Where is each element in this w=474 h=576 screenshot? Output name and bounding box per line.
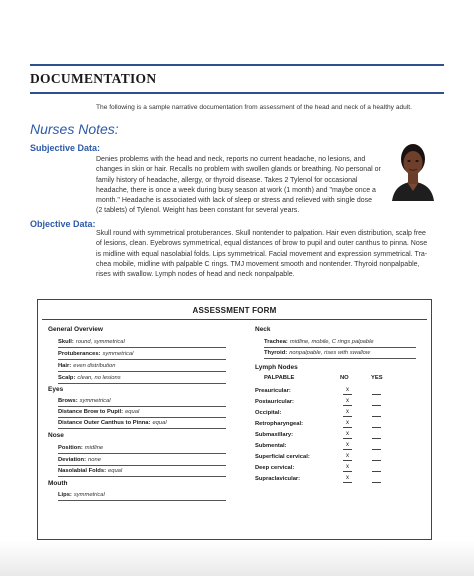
yes-checkbox[interactable] — [372, 452, 381, 461]
nose-heading: Nose — [48, 432, 64, 439]
eyes-heading: Eyes — [48, 386, 64, 393]
subjective-line: month." Headache is associated with lack of sleep or stress and relieved with single dose — [96, 197, 373, 205]
yes-checkbox[interactable] — [372, 430, 381, 439]
no-checkbox[interactable]: x — [343, 474, 352, 483]
row-label: Protuberances: — [58, 351, 101, 357]
row-value: equal — [125, 409, 140, 415]
form-row-nasolabial-folds[interactable] — [58, 466, 226, 477]
row-label: Skull: — [58, 339, 74, 345]
subjective-heading: Subjective Data: — [30, 143, 101, 153]
row-value: equal — [108, 468, 123, 474]
row-value: midline, mobile, C rings palpable — [289, 339, 374, 345]
row-value: even distribution — [73, 363, 116, 369]
lymph-label: Retropharyngeal: — [255, 421, 303, 427]
lymph-row-deep-cervical — [255, 463, 415, 473]
palpable-column-header: PALPABLE — [264, 375, 295, 381]
nurses-notes-heading: Nurses Notes: — [30, 121, 119, 137]
document-title: DOCUMENTATION — [30, 71, 157, 86]
no-checkbox[interactable]: x — [343, 397, 352, 406]
subjective-line: headache, there is once a week during busy season at work (1 month) and "maybe once a — [96, 186, 376, 194]
row-label: Position: — [58, 445, 83, 451]
neck-heading: Neck — [255, 326, 271, 333]
yes-checkbox[interactable] — [372, 386, 381, 395]
row-value: midline — [84, 445, 104, 451]
row-label: Deviation: — [58, 457, 87, 463]
page-bottom-shadow — [0, 541, 474, 576]
yes-checkbox[interactable] — [372, 419, 381, 428]
row-value: symmetrical — [73, 492, 105, 498]
lymph-label: Superficial cervical: — [255, 454, 310, 460]
no-checkbox[interactable]: x — [343, 463, 352, 472]
row-value: none — [88, 457, 101, 463]
yes-checkbox[interactable] — [372, 474, 381, 483]
yes-column-header: YES — [371, 375, 383, 381]
lymph-row-postauricular — [255, 397, 415, 407]
row-label: Brows: — [58, 398, 78, 404]
lymph-nodes-heading: Lymph Nodes — [255, 364, 298, 371]
subjective-line: (2 tablets) of Tylenol. Weight has been constant for several years. — [96, 207, 300, 215]
row-value: symmetrical — [79, 398, 111, 404]
objective-line: chea mobile, midline with palpable C rings. TMJ movement smooth and nontender. Thyroid nonpalpable, — [96, 260, 420, 268]
objective-line: rises with swallow. Lymph nodes of head and neck nonpalpable. — [96, 271, 295, 279]
lymph-row-submental — [255, 441, 415, 451]
row-label: Nasolabial Folds: — [58, 468, 106, 474]
objective-line: of lesions, clean. Eyebrows symmetrical, equal distances of brow to pupil and outer canthus to pinna. Nose — [96, 240, 428, 248]
no-checkbox[interactable]: x — [343, 441, 352, 450]
assessment-form-title: ASSESSMENT FORM — [192, 306, 277, 315]
lymph-label: Submaxillary: — [255, 432, 294, 438]
lymph-row-occipital — [255, 408, 415, 418]
lymph-row-retropharyngeal — [255, 419, 415, 429]
row-label: Distance Brow to Pupil: — [58, 409, 124, 415]
subjective-line: Denies problems with the head and neck, reports no current headache, no lesions, and — [96, 156, 366, 163]
lymph-row-submaxillary — [255, 430, 415, 440]
row-value: round, symmetrical — [75, 339, 125, 345]
intro-text: The following is a sample narrative documentation from assessment of the head and neck of a healthy adult. — [96, 104, 412, 111]
lymph-row-superficial-cervical — [255, 452, 415, 462]
no-column-header: NO — [340, 375, 349, 381]
general-overview-heading: General Overview — [48, 326, 103, 333]
lymph-label: Deep cervical: — [255, 465, 295, 471]
form-row-position[interactable] — [58, 443, 226, 454]
lymph-row-preauricular — [255, 386, 415, 396]
nurse-portrait-photo — [388, 133, 438, 201]
assessment-form — [37, 299, 432, 540]
row-value: symmetrical — [102, 351, 134, 357]
form-row-scalp[interactable] — [58, 373, 226, 384]
row-label: Trachea: — [264, 339, 288, 345]
form-row-protuberances[interactable] — [58, 349, 226, 360]
lymph-label: Occipital: — [255, 410, 282, 416]
lymph-label: Supraclavicular: — [255, 476, 301, 482]
yes-checkbox[interactable] — [372, 408, 381, 417]
row-label: Thyroid: — [264, 350, 288, 356]
no-checkbox[interactable]: x — [343, 430, 352, 439]
yes-checkbox[interactable] — [372, 397, 381, 406]
top-rule — [30, 64, 444, 66]
form-row-brows[interactable] — [58, 396, 226, 407]
form-row-deviation[interactable] — [58, 455, 226, 466]
subjective-line: family history of headache, allergy, or thyroid disease. Takes 2 Tylenol for occasional — [96, 176, 358, 184]
yes-checkbox[interactable] — [372, 463, 381, 472]
no-checkbox[interactable]: x — [343, 408, 352, 417]
lymph-label: Submental: — [255, 443, 287, 449]
form-row-trachea[interactable] — [264, 337, 416, 348]
objective-line: is midline with equal nasolabial folds. Lips symmetrical. Facial movement and expression symmetrical. Tra- — [96, 250, 428, 258]
row-value: nonpalpable, rises with swallow — [289, 350, 371, 356]
form-row-thyroid[interactable] — [264, 348, 416, 359]
lymph-label: Postauricular: — [255, 399, 294, 405]
lymph-row-supraclavicular — [255, 474, 415, 484]
objective-paragraph — [96, 229, 446, 280]
lymph-label: Preauricular: — [255, 388, 291, 394]
form-row-lips[interactable] — [58, 490, 226, 501]
objective-line: Skull round with symmetrical protuberances. Skull nontender to palpation. Hair even distribution, scalp free — [96, 230, 426, 237]
form-row-hair[interactable] — [58, 361, 226, 372]
mouth-heading: Mouth — [48, 480, 68, 487]
title-rule — [30, 92, 444, 94]
row-label: Hair: — [58, 363, 72, 369]
form-row-distance-brow-pupil[interactable] — [58, 407, 226, 418]
row-label: Scalp: — [58, 375, 76, 381]
row-value: clean, no lesions — [77, 375, 121, 381]
row-value: equal — [152, 420, 167, 426]
no-checkbox[interactable]: x — [343, 419, 352, 428]
form-row-skull[interactable] — [58, 337, 226, 348]
form-title-rule — [42, 319, 427, 320]
subjective-line: changes in skin or hair. Recalls no problem with swollen glands or breathing. No personal or — [96, 166, 381, 174]
row-label: Distance Outer Canthus to Pinna: — [58, 420, 151, 426]
subjective-paragraph — [96, 155, 384, 217]
yes-checkbox[interactable] — [372, 441, 381, 450]
form-row-distance-canthus-pinna[interactable] — [58, 418, 226, 429]
no-checkbox[interactable]: x — [343, 386, 352, 395]
row-label: Lips: — [58, 492, 72, 498]
no-checkbox[interactable]: x — [343, 452, 352, 461]
objective-heading: Objective Data: — [30, 219, 96, 229]
